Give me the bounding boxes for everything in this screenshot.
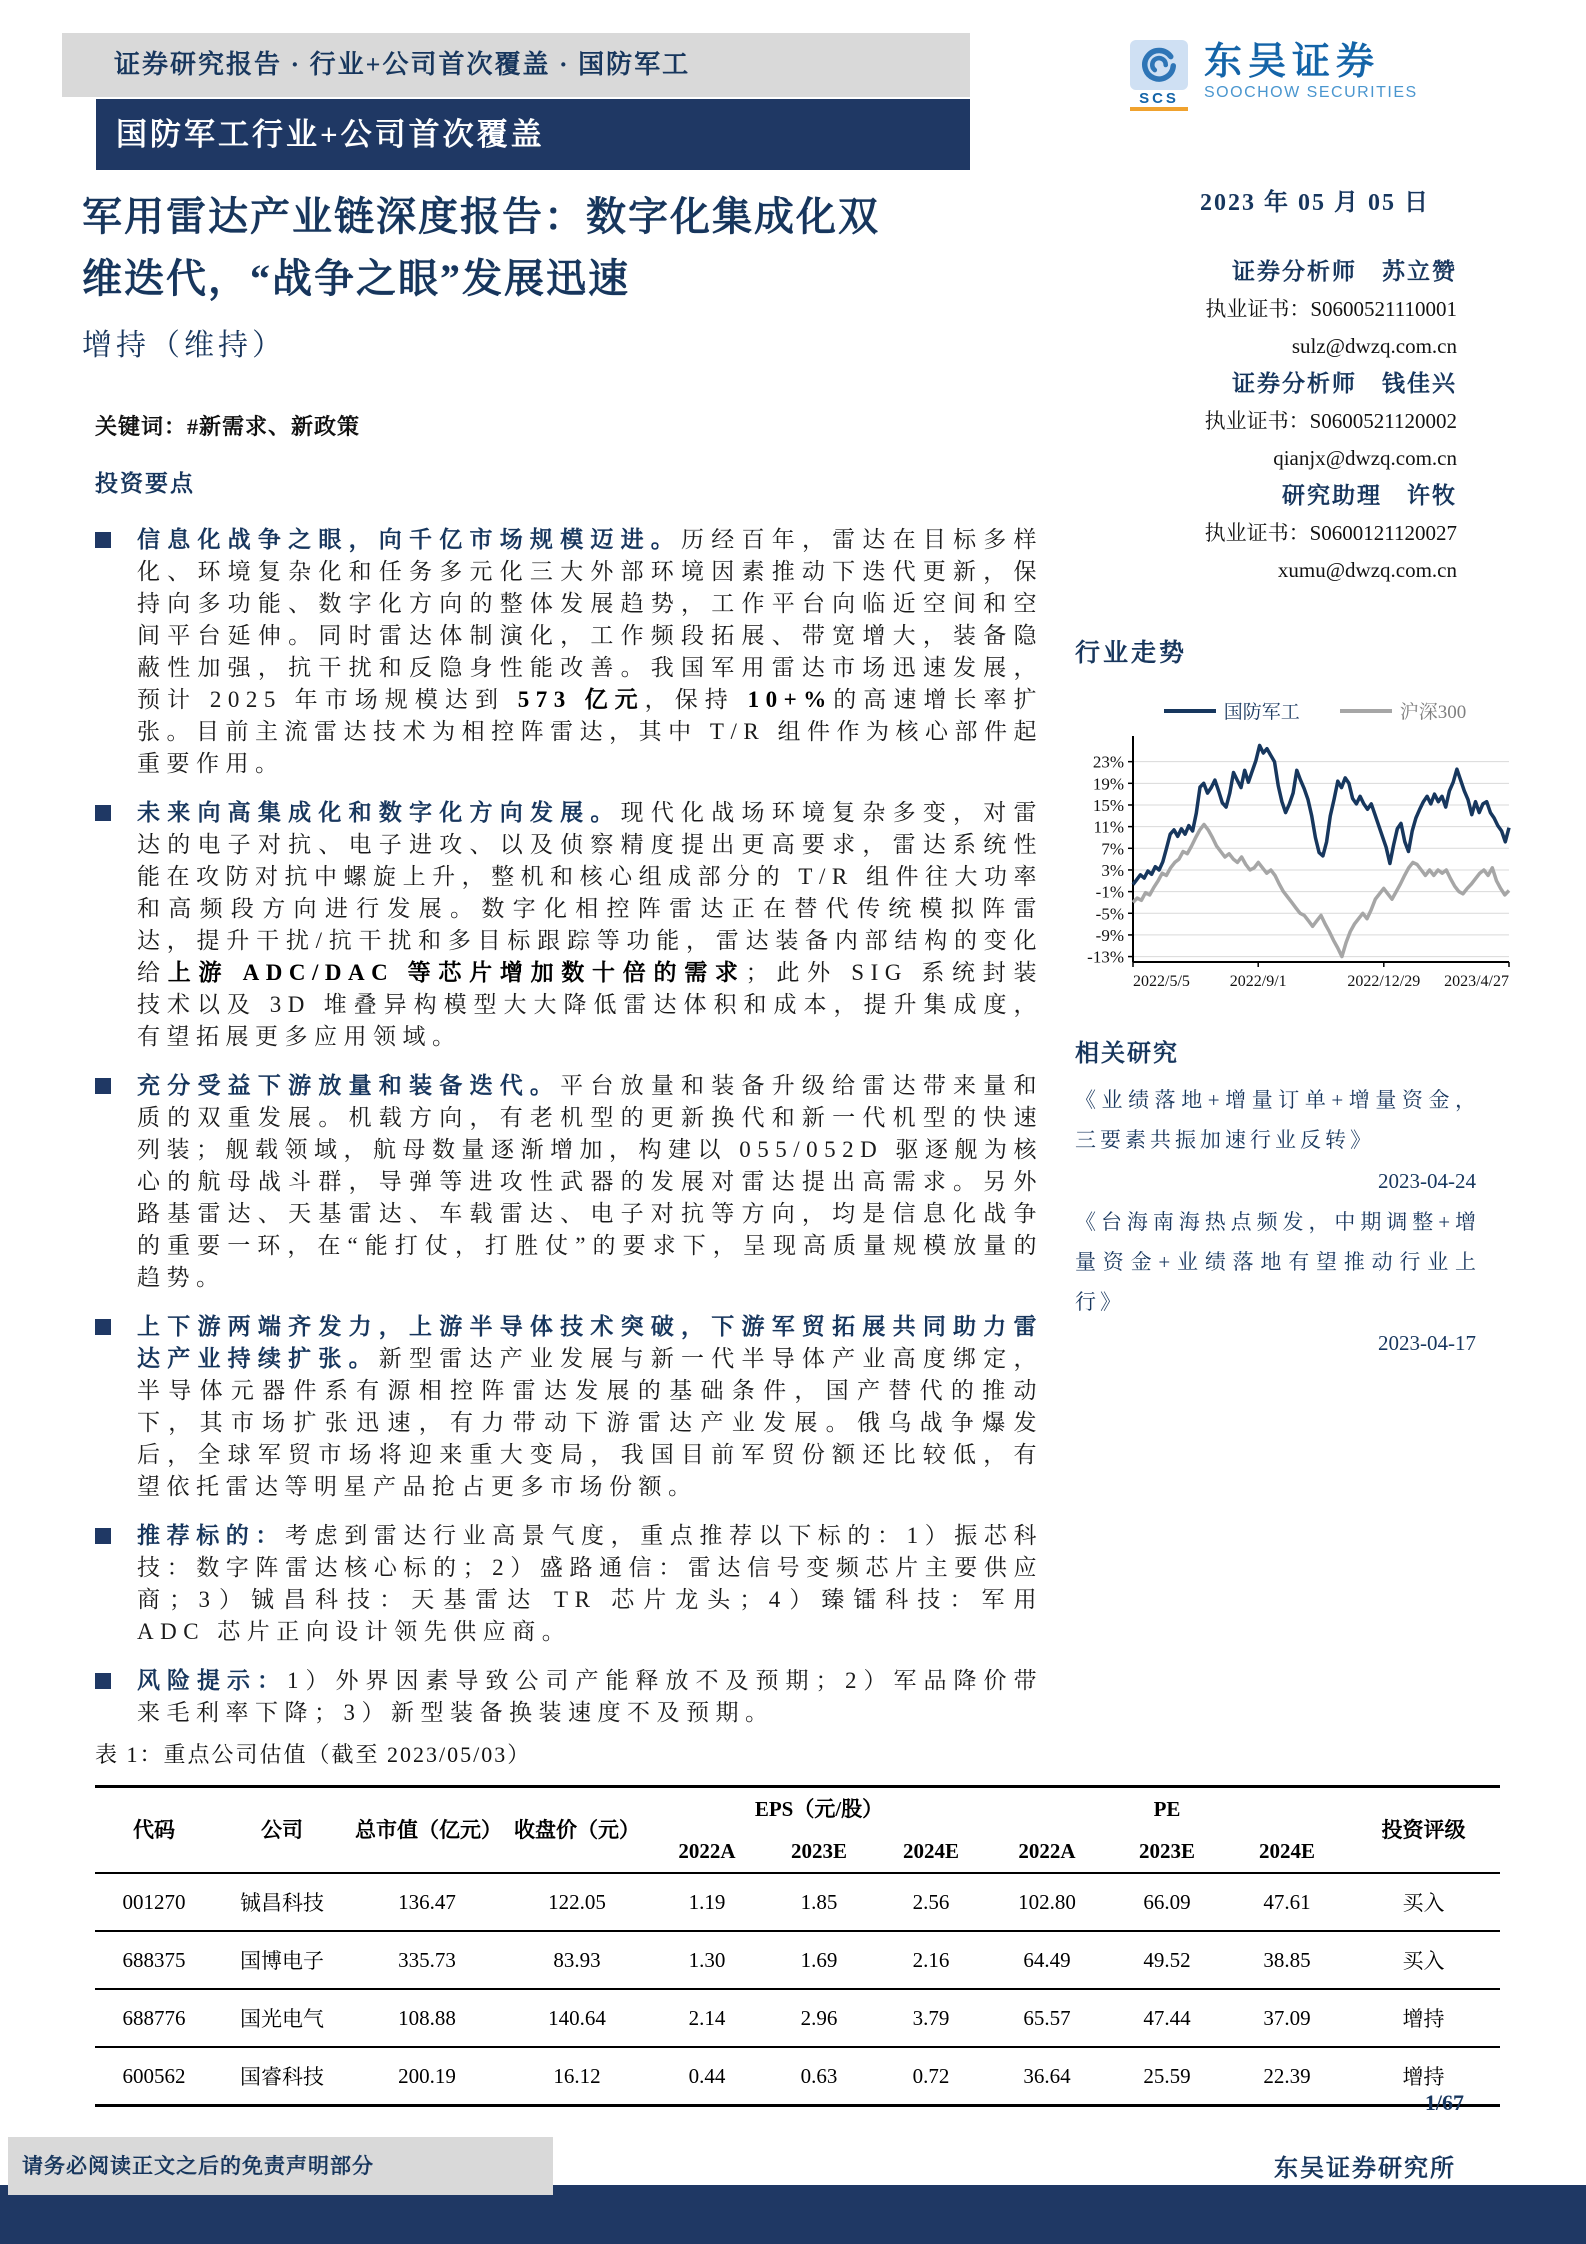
table-cell: 335.73 [398,1947,456,1972]
analyst-email: qianjx@dwzq.com.cn [1273,446,1457,470]
point-text: 1）外界因素导致公司产能释放不及预期；2）军品降价带来毛利率下降；3）新型装备换装速度不及预期。 [137,1668,1043,1725]
table-cell: 增持 [1402,2007,1445,2031]
table-cell: 001270 [122,1889,186,1914]
page-number: 1/67 [1424,2090,1464,2115]
table-cell: 49.52 [1143,1947,1191,1972]
related-research-item: 《台海南海热点频发，中期调整+增量资金+业绩落地有望推动行业上行》 [1075,1210,1480,1314]
related-research-item: 《业绩落地+增量订单+增量资金，三要素共振加速行业反转》 [1075,1088,1480,1152]
svg-text:3%: 3% [1101,860,1124,880]
keywords-label: 关键词： [95,414,188,439]
table-cell: 1.19 [688,1889,726,1914]
point-emphasis: 573 亿元 [517,687,645,712]
table-cell: 64.49 [1023,1947,1071,1972]
svg-text:19%: 19% [1092,774,1124,794]
related-research-list [1075,1080,1480,1364]
analyst-cert: 执业证书：S0600521120002 [1204,409,1457,433]
related-research [1075,1033,1480,1364]
report-title-line1: 军用雷达产业链深度报告：数字化集成化双 [82,194,880,239]
point-text: 的高速增长率扩张。目前主流雷达技术为相控阵雷达，其中 T/R 组件作为核心部件起重要作用。 [137,687,1044,776]
chart-legend [1075,697,1555,724]
investment-point [95,1070,1043,1294]
main-column [95,410,1043,1746]
svg-text:2022/9/1: 2022/9/1 [1229,973,1287,990]
analyst-email: sulz@dwzq.com.cn [1291,334,1457,358]
point-lead: 未来向高集成化和数字化方向发展。 [137,800,621,825]
table-cell: 102.80 [1018,1889,1076,1914]
point-lead: 风险提示： [137,1668,287,1693]
investment-highlights-title: 投资要点 [95,471,195,496]
svg-text:7%: 7% [1101,839,1124,859]
analyst-cert: 执业证书：S0600121120027 [1204,521,1457,545]
investment-point [95,797,1043,1053]
table-cell: 1.69 [800,1947,838,1972]
industry-trend-chart [1075,730,1545,1002]
svg-text:-1%: -1% [1095,882,1124,902]
logo-mark-icon [1130,40,1194,111]
col-pe-2022a: 2022A [1018,1839,1076,1863]
point-text: 现代化战场环境复杂多变，对雷达的电子对抗、电子进攻、以及侦察精度提出更高要求，雷达系统性能在攻防对抗中螺旋上升，整机和核心组成部分的 T/R 组件往大功率和高频段方向进行发展。数字化相控阵雷达正在替代传统模拟阵雷达，提升干扰/抗干扰和多目标跟踪等功能，雷达装备内部结构的变化给 [137,800,1044,985]
col-rating: 投资评级 [1381,1818,1466,1842]
point-emphasis: 上游 ADC/DAC 等芯片增加数十倍的需求 [167,960,746,985]
table-cell: 688776 [122,2005,186,2030]
bullet-square-icon [95,1078,111,1094]
point-text: 平台放量和装备升级给雷达带来量和质的双重发展。机载方向，有老机型的更新换代和新一代机型的快速列装；舰载领域，航母数量逐渐增加，构建以 055/052D 驱逐舰为核心的航母战斗群，导弹等进攻性武器的发展对雷达提出高需求。另外路基雷达、天基雷达、车载雷达、电子对抗等方向，均是信息化战争的重要一环，在“能打仗，打胜仗”的要求下，呈现高质量规模放量的趋势。 [137,1073,1044,1290]
rating-badge: 增持（维持） [82,329,286,362]
table-cell: 600562 [122,2063,186,2088]
investment-point [95,1520,1043,1648]
col-eps-group: EPS（元/股） [754,1797,884,1821]
keywords-line [95,410,1043,441]
col-pe-group: PE [1153,1797,1181,1821]
table-cell: 国睿科技 [240,2065,324,2089]
svg-text:11%: 11% [1093,817,1124,837]
sidebar [1075,40,1555,1364]
col-eps-2022a: 2022A [678,1839,736,1863]
point-text: ，保持 [644,687,748,712]
col-company: 公司 [261,1818,303,1842]
svg-text:-13%: -13% [1087,947,1124,967]
report-date: 2023 年 05 月 05 日 [1200,190,1430,216]
investment-point [95,1665,1043,1729]
table-cell: 36.64 [1023,2063,1071,2088]
svg-text:2023/4/27: 2023/4/27 [1444,973,1509,990]
col-pe-2024e: 2024E [1258,1839,1315,1863]
col-pe-2023e: 2023E [1138,1839,1195,1863]
point-text: 历经百年，雷达在目标多样化、环境复杂化和任务多元化三大外部环境因素推动下迭代更新，保持向多功能、数字化方向的整体发展趋势，工作平台向临近空间和空间平台延伸。同时雷达体制演化，工作频段拓展、带宽增大，装备隐蔽性加强，抗干扰和反隐身性能改善。我国军用雷达市场迅速发展，预计 2025 年市场规模达到 [137,527,1044,712]
logo-cn-text: 东吴证券 [1204,41,1381,83]
table-cell: 2.16 [912,1947,950,1972]
point-lead: 推荐标的： [137,1523,285,1548]
bullet-square-icon [95,1528,111,1544]
table-cell: 200.19 [398,2063,456,2088]
analyst-email: xumu@dwzq.com.cn [1277,558,1457,582]
table-cell: 国光电气 [240,2007,324,2031]
table-title: 表 1：重点公司估值（截至 2023/05/03） [95,1742,532,1767]
logo-en-text: SOOCHOW SECURITIES [1204,84,1418,101]
table-cell: 47.61 [1263,1889,1311,1914]
valuation-table-block [95,1738,1500,2107]
analyst-cert: 执业证书：S0600521110001 [1205,297,1457,321]
col-close: 收盘价（元） [514,1818,640,1842]
investment-point [95,524,1043,780]
table-cell: 136.47 [398,1889,456,1914]
point-text: ；此外 SIG 系统封装技术以及 3D 堆叠异构模型大大降低雷达体积和成本，提升集成度，有望拓展更多应用领域。 [137,960,1044,1049]
legend-item-defense [1164,697,1300,724]
svg-text:15%: 15% [1092,795,1124,815]
svg-text:23%: 23% [1092,752,1124,772]
investment-point [95,1311,1043,1503]
analyst-role-name: 研究助理 许牧 [1282,483,1457,508]
table-cell: 2.56 [912,1889,950,1914]
table-cell: 25.59 [1143,2063,1191,2088]
legend-line-icon [1340,709,1392,713]
research-institute: 东吴证券研究所 [1274,2156,1456,2182]
industry-banner: 国防军工行业+公司首次覆盖 [96,99,970,170]
table-cell: 66.09 [1143,1889,1191,1914]
soochow-logo [1130,40,1555,124]
table-cell: 2.96 [800,2005,838,2030]
table-cell: 0.72 [912,2063,950,2088]
table-cell: 买入 [1402,1949,1445,1973]
bullet-square-icon [95,1319,111,1335]
point-text: 新型雷达产业发展与新一代半导体产业高度绑定，半导体元器件系有源相控阵雷达发展的基础条件，国产替代的推动下，其市场扩张迅速，有力带动下游雷达产业发展。俄乌战争爆发后，全球军贸市场将迎来重大变局，我国目前军贸份额还比较低，有望依托雷达等明星产品抢占更多市场份额。 [137,1346,1044,1499]
table-cell: 铖昌科技 [240,1891,324,1915]
related-research-title: 相关研究 [1075,1041,1179,1067]
table-row [95,1873,1500,1931]
keywords-value: #新需求、新政策 [187,414,361,439]
investment-points [95,524,1043,1729]
bullet-square-icon [95,805,111,821]
table-cell: 增持 [1402,2065,1445,2089]
point-emphasis: 10+% [747,687,833,712]
legend-item-csi300 [1340,697,1467,724]
point-text: 考虑到雷达行业高景气度，重点推荐以下标的：1）振芯科技：数字阵雷达核心标的；2）盛路通信：雷达信号变频芯片主要供应商；3）铖昌科技：天基雷达 TR 芯片龙头；4）臻镭科技：军用 ADC 芯片正向设计领先供应商。 [137,1523,1043,1644]
logo-scs-text: SCS [1130,90,1188,111]
col-eps-2023e: 2023E [790,1839,847,1863]
point-lead: 信息化战争之眼，向千亿市场规模迈进。 [137,527,682,552]
table-cell: 688375 [122,1947,186,1972]
table-cell: 65.57 [1023,2005,1071,2030]
col-code: 代码 [133,1818,175,1842]
industry-trend-title: 行业走势 [1075,640,1188,667]
analyst-list [1075,253,1555,589]
table-cell: 买入 [1402,1891,1445,1915]
table-cell: 37.09 [1263,2005,1311,2030]
bullet-square-icon [95,532,111,548]
table-cell: 3.79 [912,2005,950,2030]
table-cell: 1.30 [688,1947,726,1972]
table-row [95,1989,1500,2047]
point-lead: 充分受益下游放量和装备迭代。 [137,1073,561,1098]
svg-text:2022/5/5: 2022/5/5 [1133,973,1190,990]
disclaimer-note: 请务必阅读正文之后的免责声明部分 [8,2137,553,2195]
table-cell: 0.44 [688,2063,726,2088]
valuation-table [95,1785,1500,2107]
table-cell: 38.85 [1263,1947,1311,1972]
table-cell: 108.88 [398,2005,456,2030]
related-research-date: 2023-04-17 [1378,1331,1476,1355]
table-cell: 16.12 [553,2063,601,2088]
legend-label: 沪深300 [1399,702,1467,723]
table-cell: 国博电子 [240,1949,324,1973]
legend-line-icon [1164,709,1216,713]
table-cell: 47.44 [1143,2005,1191,2030]
svg-text:-5%: -5% [1095,904,1124,924]
report-title-line2: 维迭代，“战争之眼”发展迅速 [82,256,630,301]
table-cell: 22.39 [1263,2063,1311,2088]
col-eps-2024e: 2024E [902,1839,959,1863]
report-title [82,186,1062,310]
legend-label: 国防军工 [1223,702,1300,723]
table-row [95,2047,1500,2106]
related-research-date: 2023-04-24 [1378,1169,1476,1193]
report-type-banner: 证券研究报告 · 行业+公司首次覆盖 · 国防军工 [62,33,970,97]
analyst-role-name: 证券分析师 钱佳兴 [1232,371,1457,396]
table-row [95,1931,1500,1989]
table-cell: 0.63 [800,2063,838,2088]
table-cell: 2.14 [688,2005,726,2030]
table-cell: 83.93 [553,1947,601,1972]
table-cell: 1.85 [800,1889,838,1914]
bullet-square-icon [95,1673,111,1689]
analyst-role-name: 证券分析师 苏立赞 [1232,259,1457,284]
table-cell: 122.05 [548,1889,606,1914]
svg-text:-9%: -9% [1095,925,1124,945]
table-cell: 140.64 [548,2005,606,2030]
col-mcap: 总市值（亿元） [355,1818,502,1842]
point-lead: 上下游两端齐发力，上游半导体技术突破，下游军贸拓展共同助力雷达产业持续扩张。 [137,1314,1043,1371]
svg-text:2022/12/29: 2022/12/29 [1347,973,1421,990]
